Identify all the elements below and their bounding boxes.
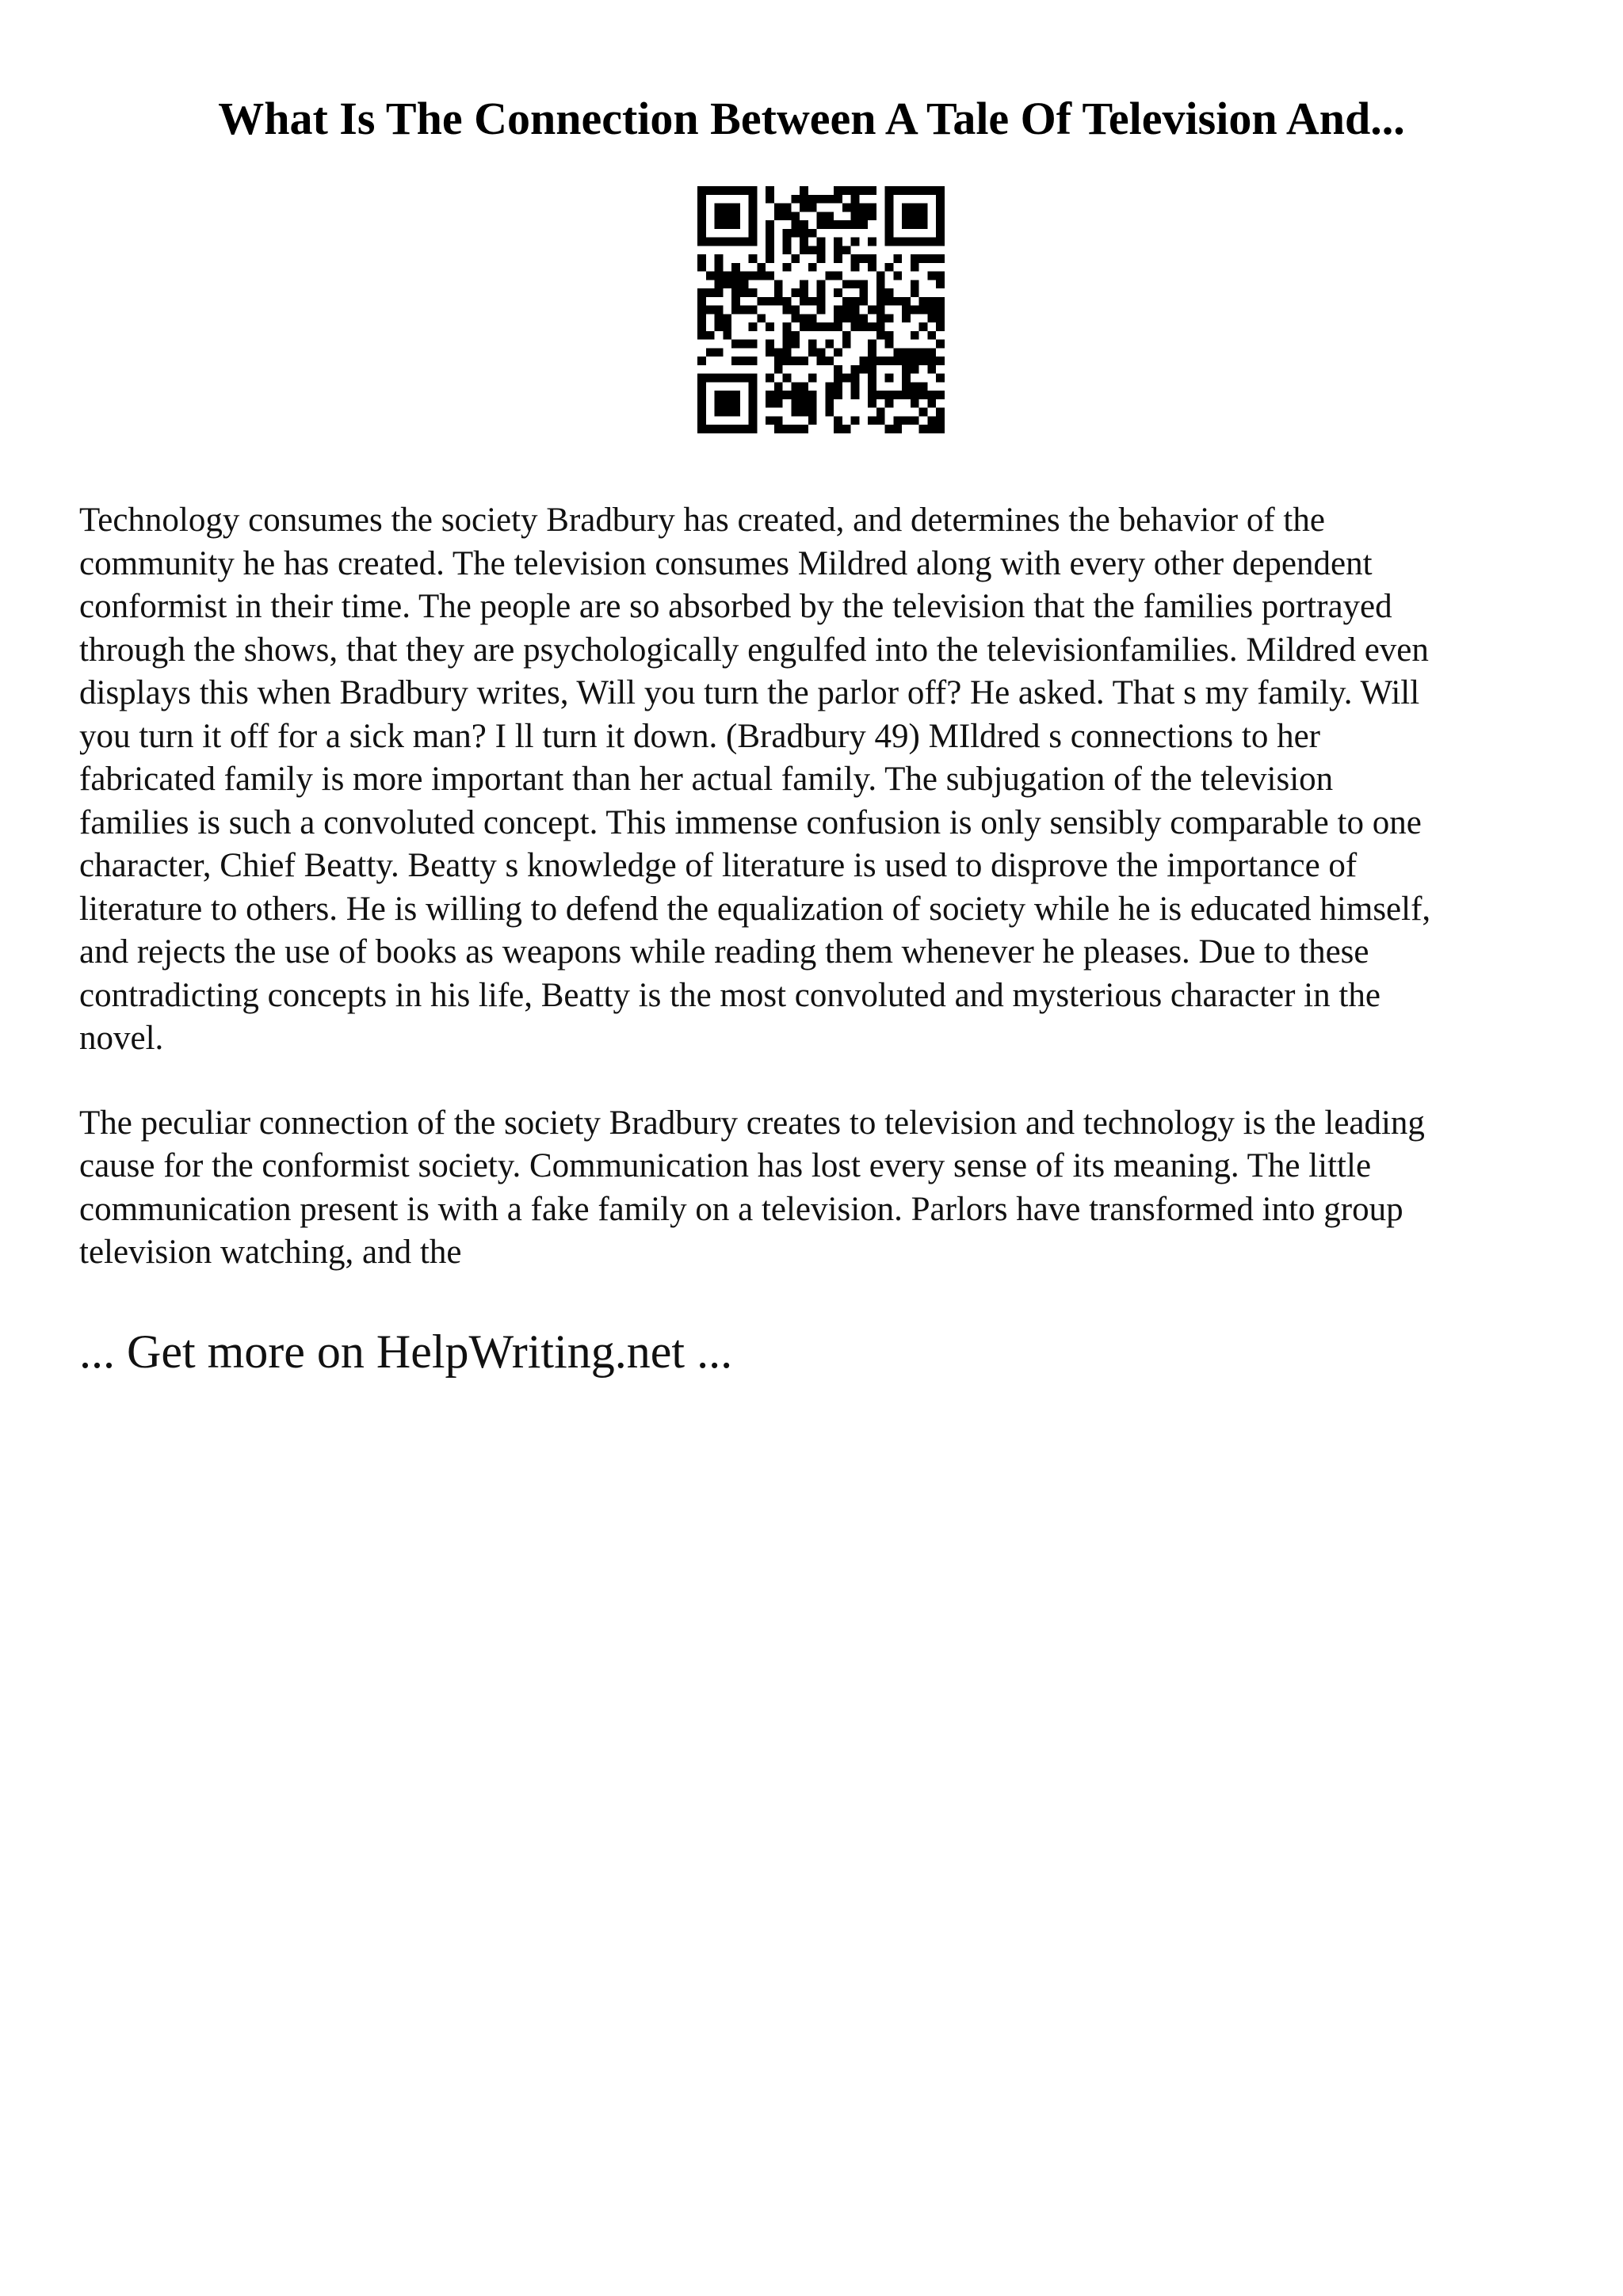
paragraph-line: The peculiar connection of the society Bradbury creates to television and technology is the leading (79, 1104, 1425, 1142)
paragraph-line: displays this when Bradbury writes, Will you turn the parlor off? He asked. That s my family. Will (79, 674, 1420, 711)
page-title: What Is The Connection Between A Tale Of Television And... (218, 93, 1405, 144)
paragraph-1 (79, 499, 1553, 1061)
article-body (79, 499, 1553, 1316)
paragraph-line: cause for the conformist society. Communication has lost every sense of its meaning. The little (79, 1147, 1372, 1184)
qr-code-icon (697, 186, 945, 433)
paragraph-line: community he has created. The television consumes Mildred along with every other dependent (79, 544, 1373, 582)
paragraph-line: character, Chief Beatty. Beatty s knowledge of literature is used to disprove the importance of (79, 847, 1358, 884)
paragraph-2 (79, 1102, 1553, 1275)
paragraph-line: fabricated family is more important than her actual family. The subjugation of the television (79, 761, 1334, 798)
paragraph-line: contradicting concepts in his life, Beatty is the most convoluted and mysterious character in the (79, 976, 1381, 1014)
paragraph-line: conformist in their time. The people are so absorbed by the television that the families portrayed (79, 588, 1392, 625)
get-more-link[interactable]: ... Get more on HelpWriting.net ... (79, 1325, 733, 1378)
paragraph-line: through the shows, that they are psychologically engulfed into the televisionfamilies. Mildred even (79, 631, 1429, 669)
paragraph-line: you turn it off for a sick man? I ll turn it down. (Bradbury 49) MIldred s connections to her (79, 717, 1320, 755)
paragraph-line: television watching, and the (79, 1234, 462, 1271)
paragraph-line: and rejects the use of books as weapons while reading them whenever he pleases. Due to these (79, 933, 1369, 971)
paragraph-line: novel. (79, 1020, 164, 1057)
paragraph-line: communication present is with a fake family on a television. Parlors have transformed into group (79, 1190, 1403, 1228)
paragraph-line: Technology consumes the society Bradbury has created, and determines the behavior of the (79, 502, 1325, 539)
qr-code (697, 186, 945, 433)
paragraph-line: families is such a convoluted concept. This immense confusion is only sensibly comparable to one (79, 803, 1422, 841)
paragraph-line: literature to others. He is willing to defend the equalization of society while he is educated himself, (79, 890, 1431, 928)
